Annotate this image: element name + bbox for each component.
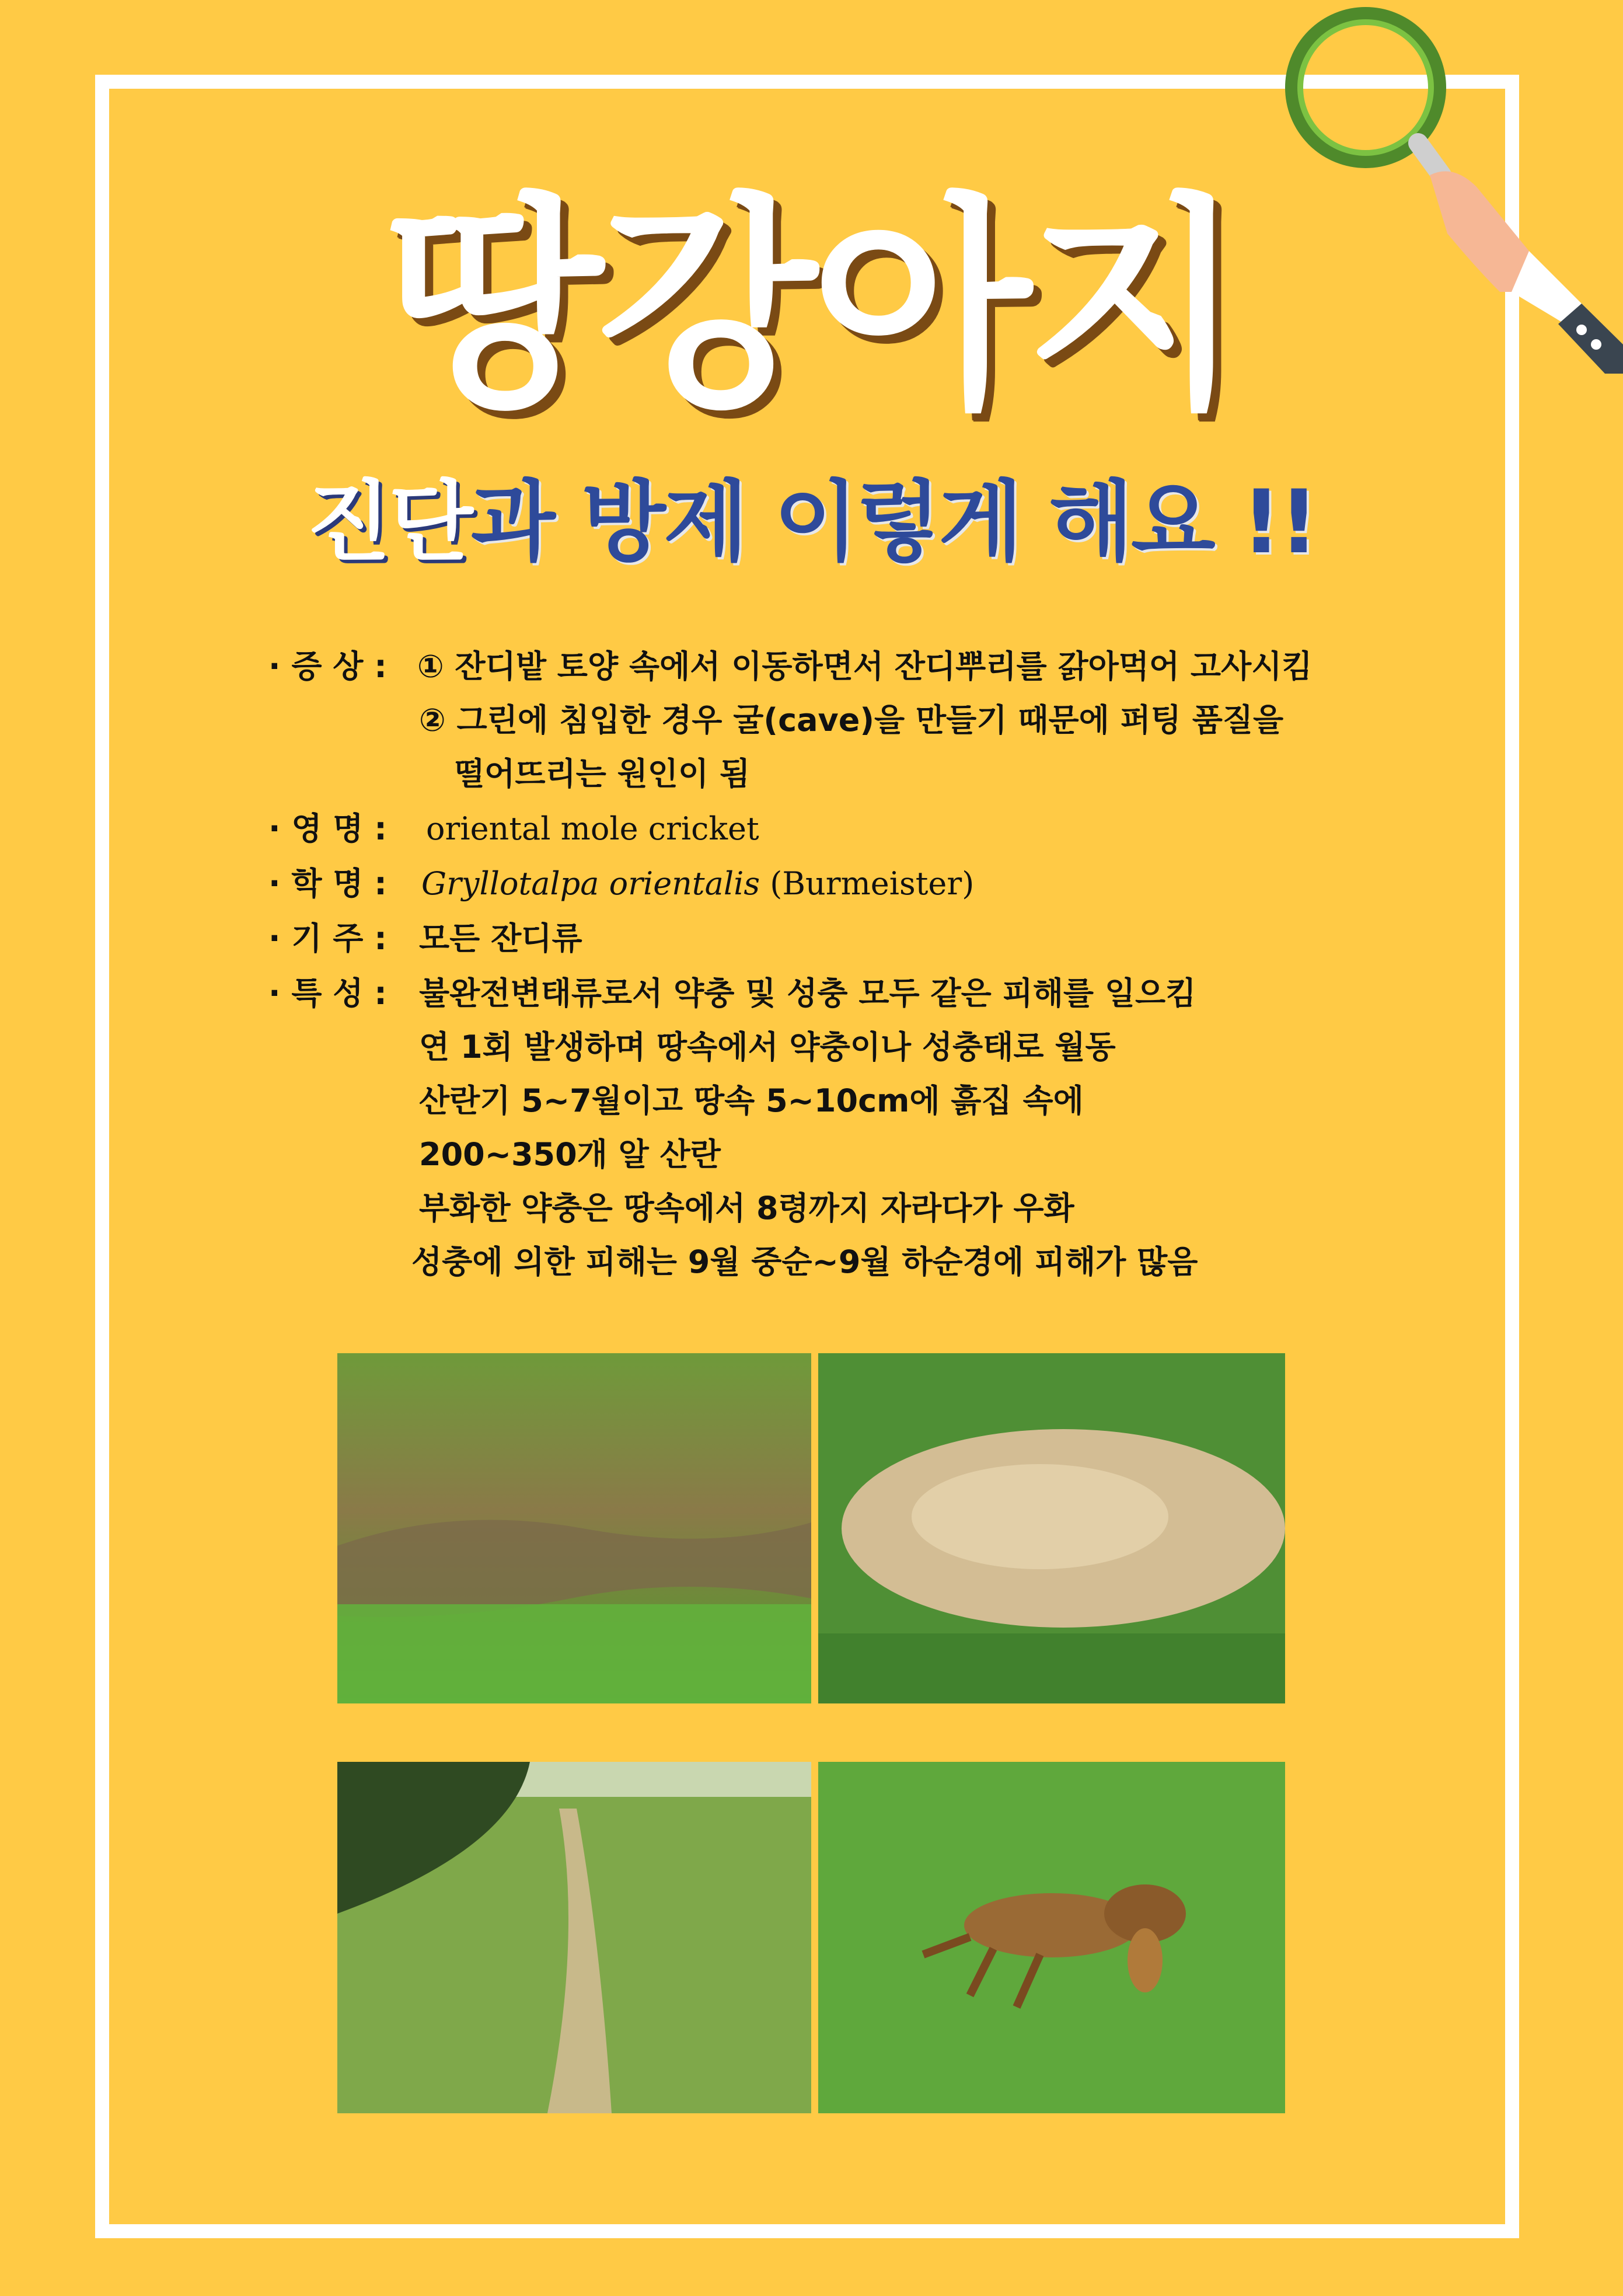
tunnel-trail-photo xyxy=(337,1762,811,2113)
mole-cricket-photo xyxy=(818,1762,1285,2113)
symptom-line2: ② 그린에 침입한 경우 굴(cave)을 만들기 때문에 퍼팅 품질을 xyxy=(419,702,1284,738)
symptom-line1: ① 잔디밭 토양 속에서 이동하면서 잔디뿌리를 갉아먹어 고사시킴 xyxy=(417,648,1313,685)
scientific-name-author: (Burmeister) xyxy=(770,865,975,902)
traits-line: 성충에 의한 피해는 9월 중순~9월 하순경에 피해가 많음 xyxy=(411,1243,1198,1280)
symptom-label: · 증 상 : xyxy=(268,648,387,685)
traits-line: 부화한 약충은 땅속에서 8령까지 자라다가 우화 xyxy=(419,1190,1074,1227)
scientific-name-genus: Gryllotalpa orientalis xyxy=(421,865,760,902)
damaged-turf-photo xyxy=(337,1353,811,1703)
soil-mound-photo xyxy=(818,1353,1285,1703)
traits-line: 산란기 5~7월이고 땅속 5~10cm에 흙집 속에 xyxy=(419,1082,1084,1119)
traits-line: 불완전변태류로서 약충 및 성충 모두 같은 피해를 일으킴 xyxy=(419,975,1196,1012)
host-value: 모든 잔디류 xyxy=(419,920,582,957)
traits-line: 200~350개 알 산란 xyxy=(419,1136,721,1173)
symptom-line3: 떨어뜨리는 원인이 됨 xyxy=(454,755,751,792)
subtitle-part1: 진단 xyxy=(306,472,471,573)
subtitle xyxy=(0,472,1623,573)
page-title: 땅강아지 xyxy=(383,174,1240,439)
english-name-label: · 영 명 : xyxy=(268,810,387,847)
subtitle-part3: 이렇게 해요 !! xyxy=(745,472,1317,573)
subtitle-part2: 과 방제 xyxy=(470,472,746,573)
traits-line: 연 1회 발생하며 땅속에서 약충이나 성충태로 월동 xyxy=(419,1029,1116,1065)
scientific-name-label: · 학 명 : xyxy=(268,865,387,902)
english-name-value: oriental mole cricket xyxy=(426,810,759,847)
traits-label: · 특 성 : xyxy=(268,975,387,1012)
host-label: · 기 주 : xyxy=(268,920,387,957)
